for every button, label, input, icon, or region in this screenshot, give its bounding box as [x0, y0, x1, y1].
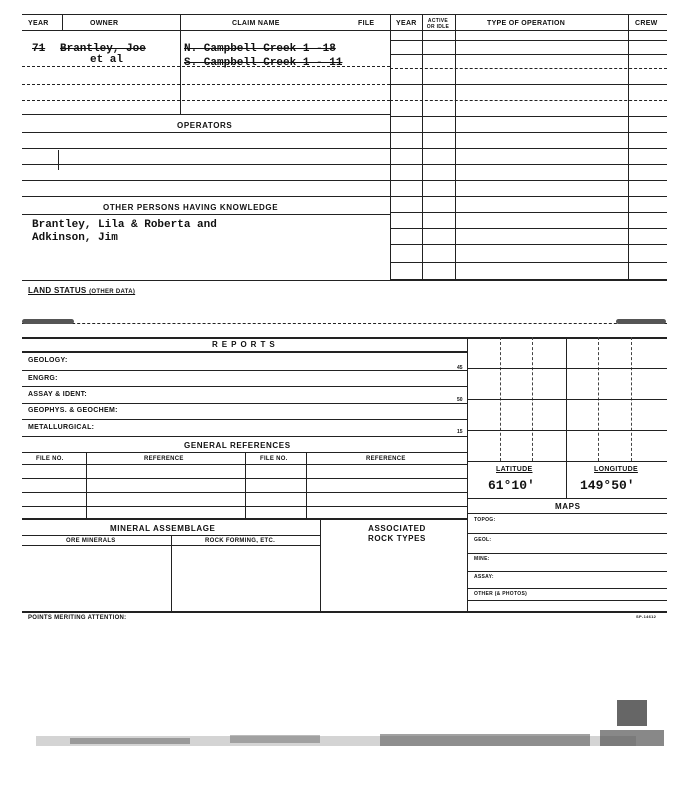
year-header: YEAR	[28, 20, 49, 27]
claim-year: 71	[32, 43, 46, 55]
claim-name-1: N. Campbell Creek 1 -18	[184, 43, 336, 55]
owner-claim-divider	[180, 14, 181, 114]
longitude-value: 149°50'	[580, 478, 635, 493]
metallurgical-label: METALLURGICAL:	[28, 424, 95, 431]
top-border	[22, 14, 667, 15]
active-or-idle-header: ACTIVE OR IDLE	[426, 18, 450, 30]
other-persons-header: OTHER PERSONS HAVING KNOWLEDGE	[103, 203, 279, 212]
type-of-operation-header: TYPE OF OPERATION	[487, 20, 566, 27]
engrg-label: ENGRG:	[28, 375, 58, 382]
points-meriting-attention-label: POINTS MERITING ATTENTION:	[28, 615, 127, 621]
other-persons-line-1: Brantley, Lila & Roberta and	[32, 219, 217, 231]
associated-rock-types-header: ASSOCIATED ROCK TYPES	[367, 524, 426, 543]
other-persons-line-2: Adkinson, Jim	[32, 232, 118, 244]
mineral-assemblage-header: MINERAL ASSEMBLAGE	[110, 524, 216, 533]
header-underline	[22, 30, 667, 31]
owner-line-1: Brantley, Joe	[60, 43, 146, 55]
reports-header: REPORTS	[212, 340, 279, 349]
file-header: FILE	[358, 20, 375, 27]
geology-label: GEOLOGY:	[28, 357, 68, 364]
owner-header: OWNER	[90, 20, 119, 27]
assay-label: ASSAY & IDENT:	[28, 391, 88, 398]
longitude-label: LONGITUDE	[594, 466, 638, 473]
owner-line-2: et al	[90, 54, 124, 66]
operators-header: OPERATORS	[177, 121, 233, 130]
claim-name-2: S. Campbell Creek 1 - 11	[184, 57, 343, 69]
year2-header: YEAR	[396, 20, 417, 27]
crew-header: CREW	[635, 20, 658, 27]
reports-maps-divider	[467, 337, 468, 611]
geophys-label: GEOPHYS. & GEOCHEM:	[28, 407, 118, 414]
maps-header: MAPS	[555, 502, 581, 511]
land-status-label: LAND STATUS (OTHER DATA)	[28, 286, 136, 295]
form-number: SP-14612	[636, 614, 657, 619]
claim-name-header: CLAIM NAME	[232, 20, 280, 27]
general-references-header: GENERAL REFERENCES	[184, 441, 291, 450]
latitude-label: LATITUDE	[496, 466, 533, 473]
latitude-value: 61°10'	[488, 478, 535, 493]
